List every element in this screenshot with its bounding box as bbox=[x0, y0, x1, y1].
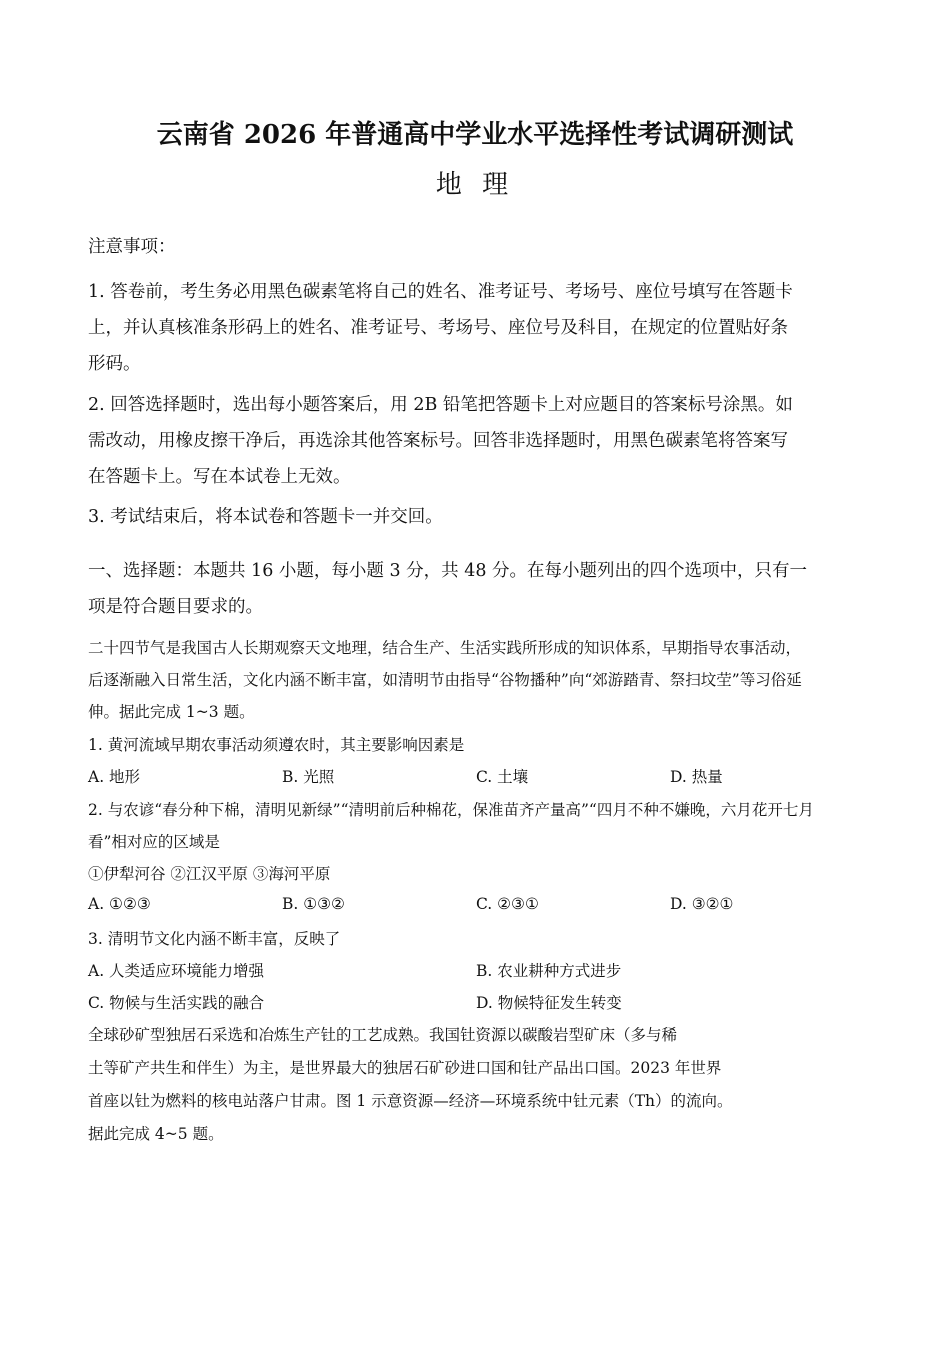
passage-2-line-2: 土等矿产共生和伴生）为主，是世界最大的独居石矿砂进口国和钍产品出口国。2023 年世界 bbox=[88, 1059, 722, 1077]
q2-stem-line-2: 看”相对应的区域是 bbox=[88, 833, 220, 851]
passage-2-line-4: 据此完成 4~5 题。 bbox=[88, 1125, 224, 1143]
notice-2-line-2: 需改动，用橡皮擦干净后，再选涂其他答案标号。回答非选择题时，用黑色碳素笔将答案写 bbox=[88, 431, 788, 451]
q3-option-b: B. 农业耕种方式进步 bbox=[476, 962, 622, 980]
passage-2-line-1: 全球砂矿型独居石采选和冶炼生产钍的工艺成熟。我国钍资源以碳酸岩型矿床（多与稀 bbox=[88, 1026, 678, 1044]
q1-option-a: A. 地形 bbox=[88, 768, 141, 786]
notices-heading: 注意事项： bbox=[88, 237, 176, 257]
q2-option-b: B. ①③② bbox=[282, 895, 345, 913]
q2-stem-line-1: 2. 与农谚“春分种下棉，清明见新绿”“清明前后种棉花，保准苗齐产量高”“四月不种不嫌晚，六月花开七月 bbox=[88, 801, 814, 819]
q1-option-c: C. 土壤 bbox=[476, 768, 529, 786]
passage-1-line-2: 后逐渐融入日常生活，文化内涵不断丰富，如清明节由指导“谷物播种”向“郊游踏青、祭扫坟茔”等习俗延 bbox=[88, 671, 802, 689]
q1-stem: 1. 黄河流域早期农事活动须遵农时，其主要影响因素是 bbox=[88, 736, 465, 754]
notice-1-line-1: 1. 答卷前，考生务必用黑色碳素笔将自己的姓名、准考证号、考场号、座位号填写在答题卡 bbox=[88, 282, 793, 302]
notice-2-line-1: 2. 回答选择题时，选出每小题答案后，用 2B 铅笔把答题卡上对应题目的答案标号涂黑。如 bbox=[88, 395, 793, 415]
passage-1-line-3: 伸。据此完成 1~3 题。 bbox=[88, 703, 255, 721]
section-1-line-2: 项是符合题目要求的。 bbox=[88, 597, 263, 617]
q2-items: ①伊犁河谷 ②江汉平原 ③海河平原 bbox=[88, 865, 331, 883]
q1-option-b: B. 光照 bbox=[282, 768, 335, 786]
notice-1-line-3: 形码。 bbox=[88, 354, 141, 374]
passage-2-line-3: 首座以钍为燃料的核电站落户甘肃。图 1 示意资源—经济—环境系统中钍元素（Th）的流向。 bbox=[88, 1092, 733, 1110]
exam-title: 云南省 2026 年普通高中学业水平选择性考试调研测试 bbox=[156, 120, 794, 150]
passage-1-line-1: 二十四节气是我国古人长期观察天文地理，结合生产、生活实践所形成的知识体系，早期指导农事活动， bbox=[88, 639, 802, 657]
subject-title: 地 理 bbox=[435, 170, 515, 200]
section-1-line-1: 一、选择题：本题共 16 小题，每小题 3 分，共 48 分。在每小题列出的四个选项中，只有一 bbox=[88, 561, 808, 581]
q3-option-c: C. 物候与生活实践的融合 bbox=[88, 994, 265, 1012]
q2-option-c: C. ②③① bbox=[476, 895, 539, 913]
q3-option-a: A. 人类适应环境能力增强 bbox=[88, 962, 265, 980]
notice-3-line-1: 3. 考试结束后，将本试卷和答题卡一并交回。 bbox=[88, 507, 443, 527]
q1-option-d: D. 热量 bbox=[670, 768, 723, 786]
q2-option-a: A. ①②③ bbox=[88, 895, 151, 913]
notice-2-line-3: 在答题卡上。写在本试卷上无效。 bbox=[88, 467, 351, 487]
q3-option-d: D. 物候特征发生转变 bbox=[476, 994, 622, 1012]
q2-option-d: D. ③②① bbox=[670, 895, 734, 913]
notice-1-line-2: 上，并认真核准条形码上的姓名、准考证号、考场号、座位号及科目，在规定的位置贴好条 bbox=[88, 318, 788, 338]
q3-stem: 3. 清明节文化内涵不断丰富，反映了 bbox=[88, 930, 341, 948]
